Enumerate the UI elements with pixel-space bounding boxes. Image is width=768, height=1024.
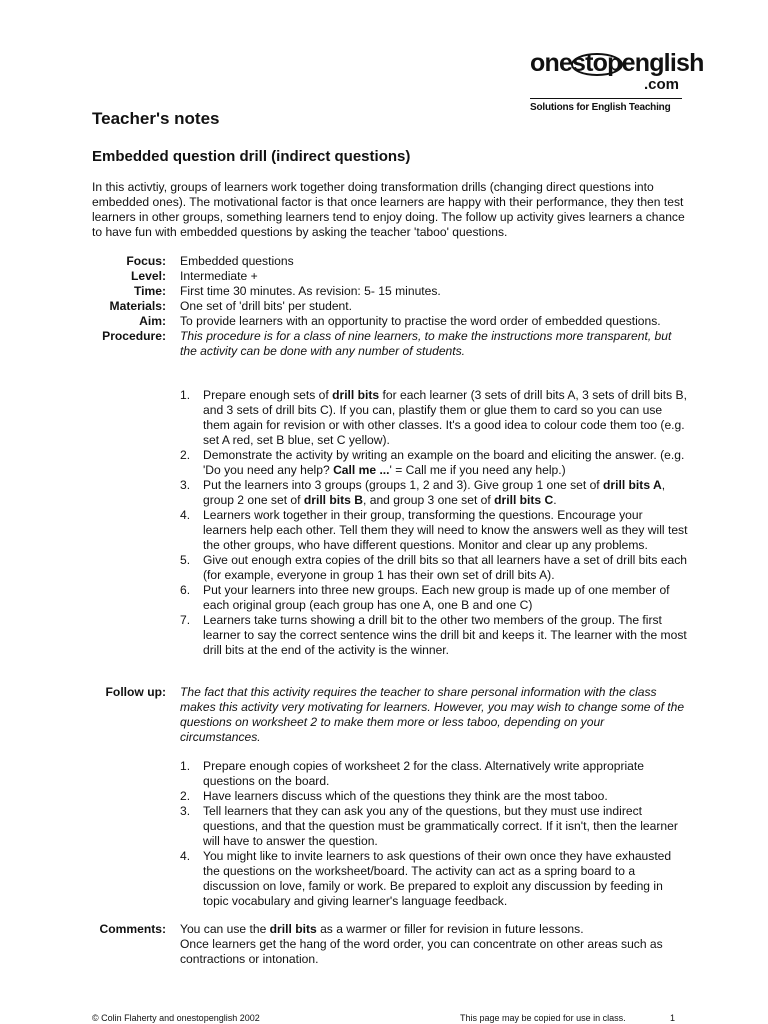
detail-value: One set of 'drill bits' per student. (180, 299, 352, 313)
detail-value: To provide learners with an opportunity to practise the word order of embedded questions. (180, 314, 661, 328)
logo-part-stop: stop (572, 49, 622, 77)
procedure-label: Procedure: (102, 329, 166, 343)
followup-label: Follow up: (105, 685, 166, 699)
detail-label: Level: (131, 269, 166, 283)
procedure-header (92, 329, 688, 359)
list-item: 1. Prepare enough copies of worksheet 2 for the class. Alternatively write appropriate questions on the board. (180, 759, 644, 788)
detail-label: Aim: (139, 314, 166, 328)
procedure-list (180, 388, 688, 658)
followup-section (92, 685, 688, 745)
list-item: 2. Demonstrate the activity by writing an example on the board and eliciting the answer. (e.g. 'Do you need any help? Call me ...' = Call me if you need any help.) (180, 448, 685, 477)
page-title: Teacher's notes (92, 109, 220, 128)
list-item: 1. Prepare enough sets of drill bits for each learner (3 sets of drill bits A, 3 sets of drill bits B, and 3 sets of drill bits C). If you can, plastify them or glue them to card so you can use them again for revision or with other classes. It's a good idea to colour code them too (e.g. set A red, set B blue, set C yellow). (180, 388, 687, 447)
detail-label: Materials: (109, 299, 166, 313)
followup-note: The fact that this activity requires the teacher to share personal information with the class makes this activity very motivating for learners. However, you may wish to change some of the questions on worksheet 2 to make them more or less taboo, depending on your circumstances. (180, 685, 685, 744)
list-item: 6. Put your learners into three new groups. Each new group is made up of one member of each original group (each group has one A, one B and one C) (180, 583, 670, 612)
procedure-steps (92, 388, 688, 658)
followup-steps (92, 759, 688, 909)
detail-row-focus (92, 254, 688, 269)
comments-label: Comments: (99, 922, 166, 936)
footer-copyright: © Colin Flaherty and onestopenglish 2002 (92, 1013, 260, 1023)
list-item: 2. Have learners discuss which of the questions they think are the most taboo. (180, 789, 608, 803)
onestopenglish-logo (530, 49, 704, 113)
detail-row-time (92, 284, 688, 299)
footer-page-number: 1 (670, 1013, 676, 1023)
lesson-details (92, 254, 688, 359)
list-item: 3. Put the learners into 3 groups (groups 1, 2 and 3). Give group 1 one set of drill bits A, group 2 one set of drill bits B, and group 3 one set of drill bits C. (180, 478, 666, 507)
detail-label: Focus: (126, 254, 166, 268)
list-item: 4. You might like to invite learners to ask questions of their own once they have exhausted the questions on the worksheet/board. The activity can act as a spring board to a discussion on love, family or work. Be prepared to exploit any discussion by feeding in topic vocabulary and giving learner's language feedback. (180, 849, 672, 908)
detail-value: Intermediate + (180, 269, 258, 283)
list-item: 5. Give out enough extra copies of the drill bits so that all learners have a set of drill bits each (for example, everyone in group 1 has their own set of drill bits A). (180, 553, 688, 582)
list-item: 4. Learners work together in their group, transforming the questions. Encourage your learners help each other. Tell them they will need to know the answers well as they will test the other groups, who have different questions. Monitor and clear up any problems. (180, 508, 688, 552)
footer-copy-note: This page may be copied for use in class. (460, 1013, 626, 1023)
followup-list (180, 759, 688, 909)
comments-section (92, 922, 688, 967)
list-item: 7. Learners take turns showing a drill bit to the other two members of the group. The first learner to say the correct sentence wins the drill bit and keeps it. The learner with the most drill bits at the end of the activity is the winner. (180, 613, 687, 657)
detail-value: First time 30 minutes. As revision: 5- 15 minutes. (180, 284, 441, 298)
procedure-note: This procedure is for a class of nine learners, to make the instructions more transparent, but the activity can be done with any number of students. (180, 329, 672, 358)
detail-row-level (92, 269, 688, 284)
detail-row-materials (92, 299, 688, 314)
logo-wordmark (530, 49, 704, 77)
logo-tagline: Solutions for English Teaching (530, 102, 671, 113)
detail-row-aim (92, 314, 688, 329)
detail-value: Embedded questions (180, 254, 294, 268)
logo-divider (530, 98, 682, 99)
detail-label: Time: (133, 284, 166, 298)
intro-paragraph: In this activtiy, groups of learners work together doing transformation drills (changing direct questions into embedded ones). The motivational factor is that once learners are happy with their performance, they then test learners in other groups, something learners tend to enjoy doing. The follow up activity gives learners a chance to have fun with embedded questions by asking the teacher 'taboo' questions. (92, 180, 685, 239)
logo-domain: .com (643, 76, 679, 93)
list-item: 3. Tell learners that they can ask you any of the questions, but they must use indirect questions, and that the question must be grammatically correct. If it isn't, then the learner will have to answer the question. (180, 804, 678, 848)
page-subtitle: Embedded question drill (indirect questions) (92, 148, 411, 165)
comments-text: You can use the drill bits as a warmer or filler for revision in future lessons. Once learners get the hang of the word order, you can concentrate on other areas such as contractions or intonation. (180, 922, 663, 966)
logo-part-one: one (530, 49, 573, 77)
logo-part-english: english (621, 49, 704, 77)
